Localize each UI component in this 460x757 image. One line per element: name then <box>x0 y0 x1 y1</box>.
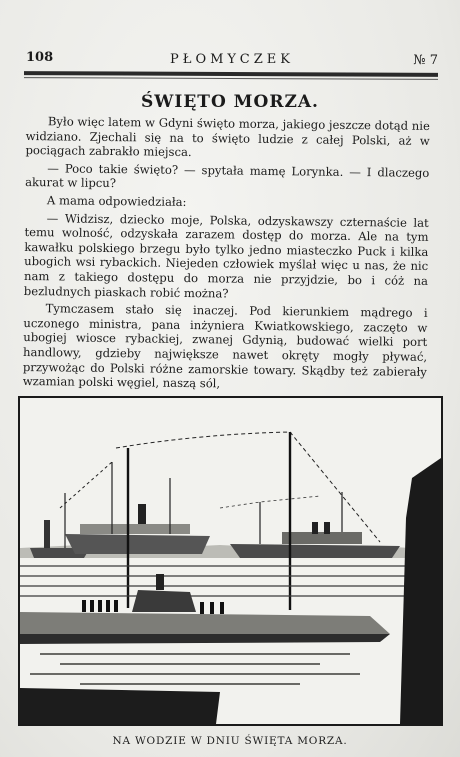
harbor-illustration <box>18 396 443 726</box>
page-header <box>26 48 438 70</box>
paragraph: — Widzisz, dziecko moje, Polska, odzyskawszy czternaście lat temu wolność, odzyskała zarazem dostęp do morza. Ale na tym kawałku polskiego brzegu było tylko jedno miasteczko Puck i kilka ubogich wsi rybackich. Niejeden człowiek myślał więc u nas, że nic nam z takiego dostępu do morza nie przyjdzie, bo i cóż na bezludnych piaskach robić można? <box>23 210 429 301</box>
article-body <box>23 114 430 397</box>
header-rule <box>24 71 438 77</box>
paragraph: — Poco takie święto? — spytała mamę Lorynka. — I dlaczego akurat w lipcu? <box>25 161 430 191</box>
ships-at-sea-drawing <box>20 398 441 724</box>
paragraph: Tymczasem stało się inaczej. Pod kierunkiem mądrego i uczonego ministra, pana inżyniera Kwiatkowskiego, zaczęto w ubogiej wiosce rybackiej, zwanej Gdynią, budować wielki port handlowy, gdzieby największe nawet okręty mogły pływać, przywożąc do Polski różne zamorskie towary. Skądby też zabierały wzamian polski węgiel, naszą sól, <box>22 301 428 391</box>
paragraph: Było więc latem w Gdyni święto morza, jakiego jeszcze dotąd nie widziano. Zjechali się na to święto ludzie z całej Polski, aż w pociągach zabrakło miejsca. <box>25 114 430 160</box>
paragraph: A mama odpowiedziała: <box>46 193 187 209</box>
issue-number: № 7 <box>413 53 438 68</box>
page-number: 108 <box>26 50 54 65</box>
header-rule-thin <box>24 77 438 80</box>
illustration-caption: NA WODZIE W DNIU ŚWIĘTA MORZA. <box>112 735 348 747</box>
journal-title: PŁOMYCZEK <box>170 52 294 67</box>
article-title: ŚWIĘTO MORZA. <box>141 92 319 112</box>
